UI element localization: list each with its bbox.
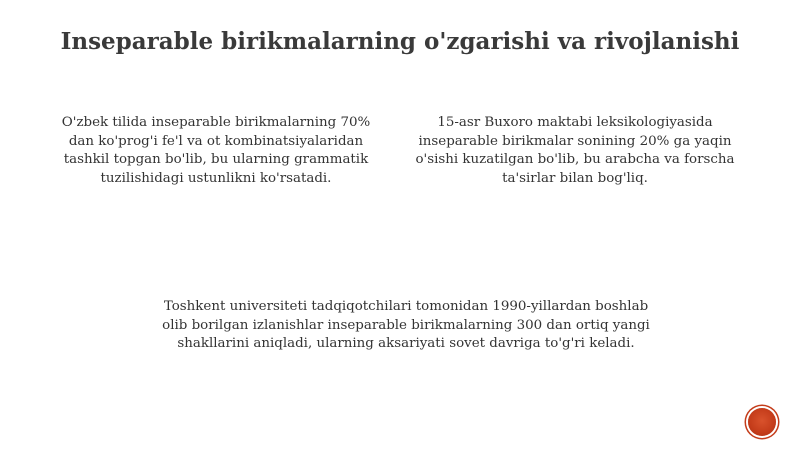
paragraph-right: 15-asr Buxoro maktabi leksikologiyasida inseparable birikmalar sonining 20% ga yaqin o'sishi kuzatilgan bo'lib, bu arabcha va forscha ta'sirlar bilan bog'liq. — [415, 115, 735, 186]
paragraph-left: O'zbek tilida inseparable birikmalarning 70% dan ko'prog'i fe'l va ot kombinatsiyalaridan tashkil topgan bo'lib, bu ularning grammatik tuzilishidagi ustunlikni ko'rsatadi. — [61, 115, 371, 186]
slide-nav-circle-icon[interactable] — [748, 408, 776, 436]
paragraph-bottom: Toshkent universiteti tadqiqotchilari tomonidan 1990-yillardan boshlab olib borilgan izlanishlar inseparable birikmalarning 300 dan ortiq yangi shakllarini aniqladi, ularning aksariyati sovet davriga to'g'ri keladi. — [162, 299, 650, 352]
slide-title: Inseparable birikmalarning o'zgarishi va rivojlanishi — [60, 28, 740, 55]
